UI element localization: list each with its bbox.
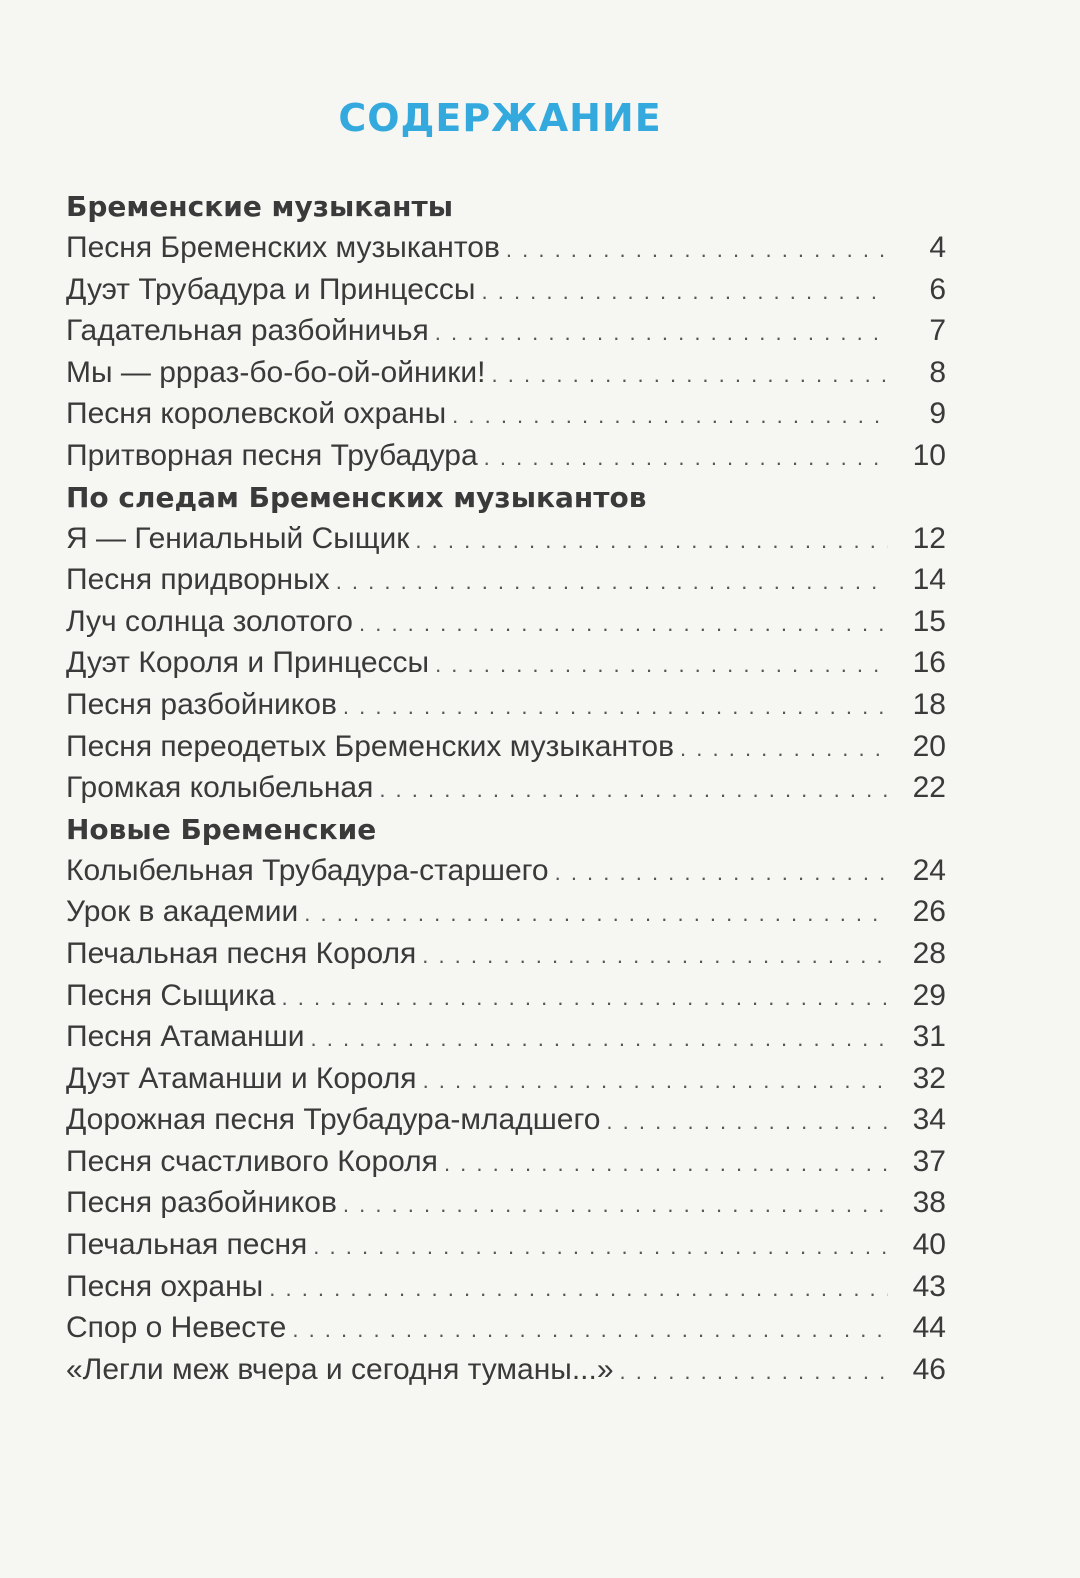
section-heading: По следам Бременских музыкантов [66,480,647,514]
entry-page-number: 20 [912,729,946,763]
toc-entry[interactable] [66,891,946,933]
dot-leader [311,1018,888,1060]
toc-entry[interactable] [66,1349,946,1391]
entry-title: Урок в академии [66,895,299,929]
toc-entry[interactable] [66,310,946,352]
entry-title: Песня Атаманши [66,1020,305,1054]
entry-title: Песня разбойников [66,1186,337,1220]
dot-leader [343,686,888,728]
toc-entry[interactable] [66,1141,946,1183]
entry-title: Песня придворных [66,563,330,597]
entry-page-number: 46 [912,1352,946,1386]
toc-entry[interactable] [66,601,946,643]
entry-title: Дуэт Трубадура и Принцессы [66,272,476,306]
entry-page-number: 34 [912,1103,946,1137]
entry-page-number: 28 [912,936,946,970]
toc-entry[interactable] [66,1182,946,1224]
toc-entry[interactable] [66,559,946,601]
entry-title: Колыбельная Трубадура-старшего [66,853,549,887]
entry-title: Дуэт Атаманши и Короля [66,1061,417,1095]
dot-leader [452,395,888,437]
dot-leader [379,769,888,811]
entry-title: Мы — ррраз-бо-бо-ой-ойники! [66,355,486,389]
entry-page-number: 26 [912,895,946,929]
entry-page-number: 38 [912,1186,946,1220]
entry-title: Печальная песня [66,1228,308,1262]
dot-leader [620,1351,888,1393]
toc-entry[interactable] [66,1058,946,1100]
toc-entry[interactable] [66,227,946,269]
dot-leader [444,1143,888,1185]
toc-entry[interactable] [66,642,946,684]
section-heading: Бременские музыканты [66,190,454,223]
entry-page-number: 44 [912,1311,946,1345]
entry-title: Гадательная разбойничья [66,314,429,348]
entry-title: Я — Гениальный Сыщик [66,521,410,555]
dot-leader [555,852,888,894]
entry-title: Песня переодетых Бременских музыкантов [66,729,675,763]
dot-leader [680,728,888,770]
entry-page-number: 24 [912,853,946,887]
dot-leader [482,271,889,313]
toc-entry[interactable] [66,684,946,726]
entry-page-number: 15 [912,604,946,638]
entry-page-number: 31 [912,1020,946,1054]
entry-page-number: 10 [912,438,946,472]
page-title: СОДЕРЖАНИЕ [338,96,662,140]
toc-entry[interactable] [66,1307,946,1349]
entry-page-number: 16 [912,646,946,680]
entry-page-number: 12 [912,521,946,555]
entry-title: Песня охраны [66,1269,264,1303]
toc-section [66,186,946,477]
toc-entry[interactable] [66,850,946,892]
dot-leader [359,603,888,645]
dot-leader [606,1101,888,1143]
entry-title: Печальная песня Короля [66,936,417,970]
entry-title: Притворная песня Трубадура [66,438,478,472]
entry-page-number: 43 [912,1269,946,1303]
toc-entry[interactable] [66,1224,946,1266]
dot-leader [343,1184,888,1226]
entry-page-number: 14 [912,563,946,597]
dot-leader [423,1060,888,1102]
dot-leader [435,312,888,354]
section-heading: Новые Бременские [66,812,377,846]
entry-page-number: 37 [912,1144,946,1178]
dot-leader [313,1226,888,1268]
dot-leader [292,1309,888,1351]
entry-title: Луч солнца золотого [66,604,353,638]
entry-page-number: 6 [929,272,946,306]
entry-title: Спор о Невесте [66,1311,287,1345]
dot-leader [422,935,888,977]
toc-entry[interactable] [66,518,946,560]
toc-entry[interactable] [66,726,946,768]
entry-page-number: 4 [929,231,946,264]
dot-leader [435,644,888,686]
entry-title: Песня счастливого Короля [66,1144,438,1178]
entry-title: Песня королевской охраны [66,397,447,431]
dot-leader [304,893,888,935]
dot-leader [492,354,888,396]
toc-entry[interactable] [66,975,946,1017]
dot-leader [506,229,888,271]
entry-page-number: 32 [912,1061,946,1095]
dot-leader [484,437,888,479]
entry-page-number: 22 [912,771,946,805]
toc-entry[interactable] [66,767,946,809]
entry-title: Песня Бременских музыкантов [66,231,500,264]
toc-entry[interactable] [66,393,946,435]
toc-section [66,809,946,1391]
toc-entry[interactable] [66,1099,946,1141]
dot-leader [269,1268,888,1310]
entry-page-number: 9 [929,397,946,431]
toc-entry[interactable] [66,352,946,394]
toc-entry[interactable] [66,933,946,975]
dot-leader [336,561,888,603]
dot-leader [415,520,888,562]
dot-leader [282,977,888,1019]
entry-title: «Легли меж вчера и сегодня туманы...» [66,1352,614,1386]
entry-page-number: 18 [912,687,946,721]
entry-title: Дорожная песня Трубадура-младшего [66,1103,601,1137]
entry-page-number: 8 [929,355,946,389]
entry-title: Песня разбойников [66,687,337,721]
entry-page-number: 40 [912,1228,946,1262]
toc-entry[interactable] [66,1016,946,1058]
entry-page-number: 29 [912,978,946,1012]
toc-entry[interactable] [66,1266,946,1308]
entry-page-number: 7 [929,314,946,348]
toc-entry[interactable] [66,435,946,477]
entry-title: Дуэт Короля и Принцессы [66,646,430,680]
entry-title: Песня Сыщика [66,978,276,1012]
toc-section [66,477,946,809]
entry-title: Громкая колыбельная [66,771,374,805]
toc-entry[interactable] [66,269,946,311]
table-of-contents [66,186,946,1390]
